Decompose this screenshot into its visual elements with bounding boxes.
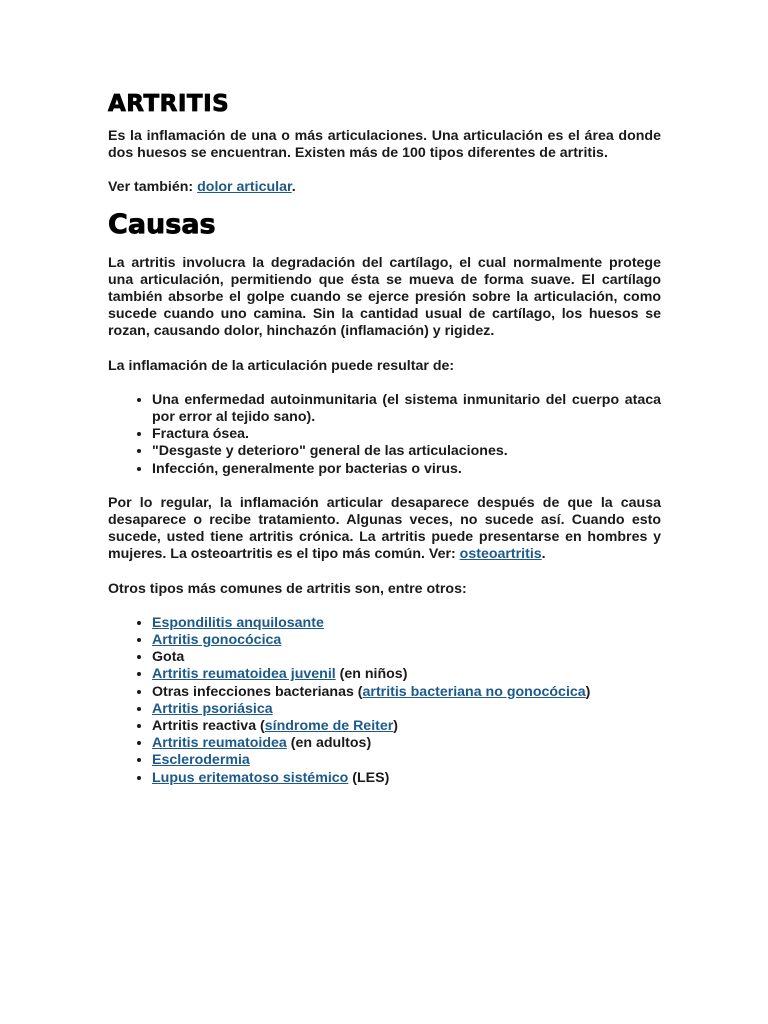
list-item: • Una enfermedad autoinmunitaria (el sistema inmunitario del cuerpo ataca por error al tejido sano). bbox=[152, 392, 661, 426]
link-espondilitis[interactable]: Espondilitis anquilosante bbox=[152, 614, 324, 631]
list-item bbox=[152, 752, 661, 769]
list-item bbox=[152, 684, 661, 701]
list-item bbox=[152, 770, 661, 787]
item-text: Otras infecciones bacterianas ( bbox=[152, 683, 363, 700]
list-item bbox=[152, 615, 661, 632]
causas-paragraph-2: La inflamación de la articulación puede resultar de: bbox=[108, 357, 455, 374]
link-dolor-articular[interactable]: dolor articular bbox=[197, 179, 292, 196]
causes-list bbox=[108, 392, 661, 478]
paragraph-3-suffix: . bbox=[541, 546, 546, 563]
link-sindrome-reiter[interactable]: síndrome de Reiter bbox=[264, 718, 394, 735]
list-item bbox=[152, 666, 661, 683]
list-item bbox=[152, 735, 661, 752]
list-item: • "Desgaste y deterioro" general de las articulaciones. bbox=[152, 443, 661, 460]
link-artritis-bacteriana[interactable]: artritis bacteriana no gonocócica bbox=[362, 683, 586, 700]
list-item bbox=[152, 701, 661, 718]
see-also-line bbox=[108, 179, 661, 196]
list-item bbox=[152, 718, 661, 735]
list-item: • Fractura ósea. bbox=[152, 426, 661, 443]
list-item bbox=[152, 632, 661, 649]
causas-paragraph-4: Otros tipos más comunes de artritis son, entre otros: bbox=[108, 580, 467, 597]
link-artritis-reumatoidea-juvenil[interactable]: Artritis reumatoidea juvenil bbox=[152, 666, 336, 683]
intro-paragraph: Es la inflamación de una o más articulaciones. Una articulación es el área donde dos huesos se encuentran. Existen más de 100 tipos diferentes de artritis. bbox=[108, 128, 661, 162]
link-artritis-psoriasica[interactable]: Artritis psoriásica bbox=[152, 700, 273, 717]
link-lupus[interactable]: Lupus eritematoso sistémico bbox=[152, 769, 349, 786]
list-item bbox=[152, 649, 661, 666]
paragraph-3-text: Por lo regular, la inflamación articular desaparece después de que la causa desaparece o recibe tratamiento. Algunas veces, no sucede así. Cuando esto sucede, usted tiene artritis crónica. La artritis puede presentarse en hombres y mujeres. La osteoartritis es el tipo más común. Ver: bbox=[108, 494, 661, 563]
item-text: (en adultos) bbox=[286, 735, 372, 752]
item-text: (LES) bbox=[348, 769, 390, 786]
document-content bbox=[108, 88, 661, 787]
link-esclerodermia[interactable]: Esclerodermia bbox=[152, 752, 250, 769]
list-item: • Infección, generalmente por bacterias o virus. bbox=[152, 461, 661, 478]
see-also-prefix: Ver también: bbox=[108, 179, 198, 196]
types-list bbox=[108, 615, 661, 787]
item-text: ) bbox=[585, 683, 591, 700]
item-text: Gota bbox=[152, 649, 185, 666]
causas-paragraph-3 bbox=[108, 495, 661, 564]
item-text: (en niños) bbox=[335, 666, 408, 683]
causas-heading: Causas bbox=[108, 208, 216, 240]
link-artritis-reumatoidea[interactable]: Artritis reumatoidea bbox=[152, 735, 287, 752]
item-text: Artritis reactiva ( bbox=[152, 718, 265, 735]
link-osteoartritis[interactable]: osteoartritis bbox=[459, 546, 542, 563]
item-text: ) bbox=[393, 718, 399, 735]
see-also-suffix: . bbox=[291, 179, 296, 196]
page-title: ARTRITIS bbox=[108, 91, 230, 117]
link-artritis-gonococica[interactable]: Artritis gonocócica bbox=[152, 632, 282, 649]
causas-paragraph-1: La artritis involucra la degradación del cartílago, el cual normalmente protege una articulación, permitiendo que ésta se mueva de forma suave. El cartílago también absorbe el golpe cuando se ejerce presión sobre la articulación, como sucede cuando uno camina. Sin la cantidad usual de cartílago, los huesos se rozan, causando dolor, hinchazón (inflamación) y rigidez. bbox=[108, 254, 661, 340]
